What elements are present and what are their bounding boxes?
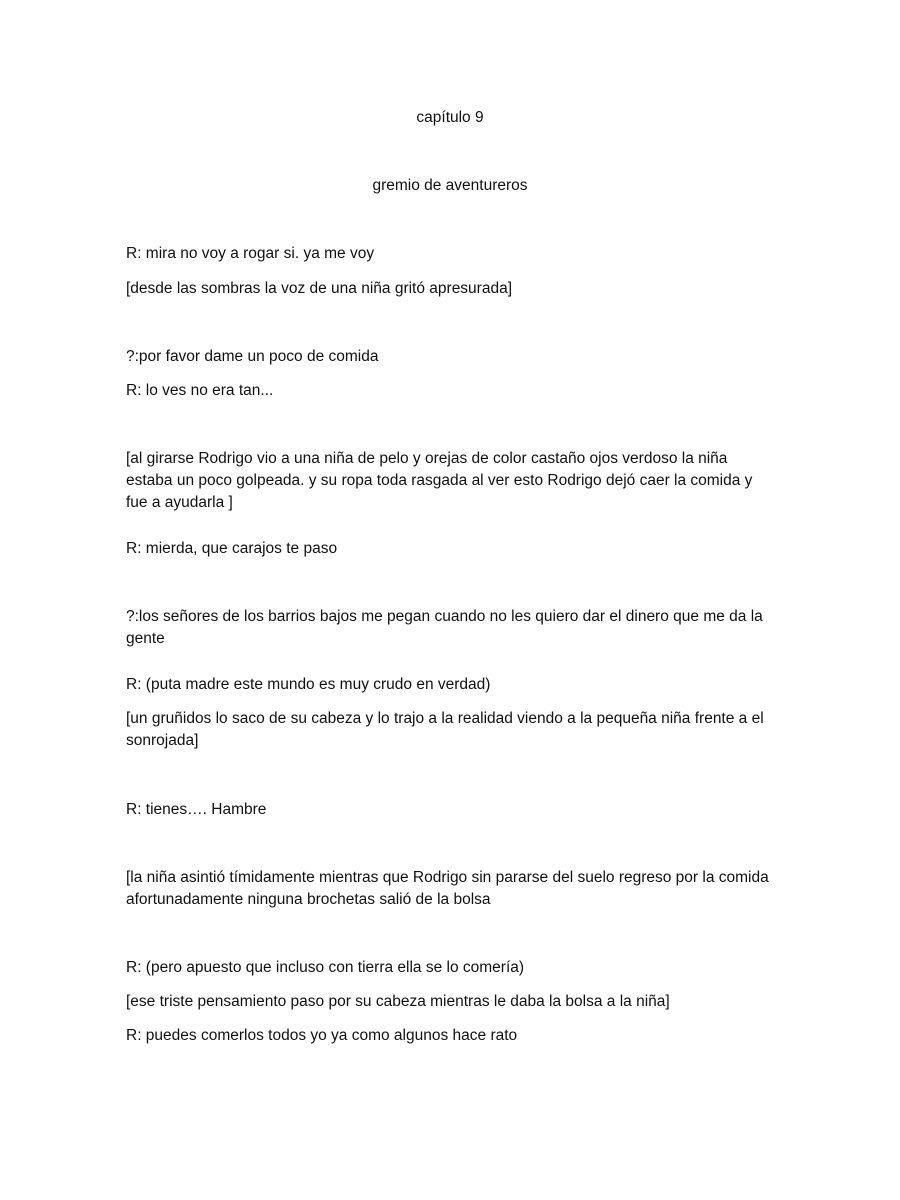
paragraph-7: ?:los señores de los barrios bajos me pegan cuando no les quiero dar el dinero que me da la gente	[126, 608, 763, 647]
paragraph-10: R: tienes…. Hambre	[126, 801, 267, 818]
paragraph-14: R: puedes comerlos todos yo ya como algunos hace rato	[126, 1027, 518, 1044]
chapter-subtitle: gremio de aventureros	[372, 177, 528, 194]
paragraph-11: [la niña asintió tímidamente mientras que Rodrigo sin pararse del suelo regreso por la comida afortunadamente ninguna brochetas salió de la bolsa	[126, 869, 769, 908]
paragraph-2: [desde las sombras la voz de una niña gritó apresurada]	[126, 280, 513, 297]
paragraph-6: R: mierda, que carajos te paso	[126, 540, 338, 557]
paragraph-8: R: (puta madre este mundo es muy crudo en verdad)	[126, 676, 491, 693]
paragraph-3: ?:por favor dame un poco de comida	[126, 348, 379, 365]
paragraph-1: R: mira no voy a rogar si. ya me voy	[126, 245, 375, 262]
paragraph-5: [al girarse Rodrigo vio a una niña de pelo y orejas de color castaño ojos verdoso la niña estaba un poco golpeada. y su ropa toda rasgada al ver esto Rodrigo dejó caer la comida y fue a ayudarla ]	[126, 450, 753, 511]
paragraph-12: R: (pero apuesto que incluso con tierra ella se lo comería)	[126, 959, 525, 976]
paragraph-9: [un gruñidos lo saco de su cabeza y lo trajo a la realidad viendo a la pequeña niña frente a el sonrojada]	[126, 710, 764, 749]
paragraph-13: [ese triste pensamiento paso por su cabeza mientras le daba la bolsa a la niña]	[126, 993, 670, 1010]
paragraph-4: R: lo ves no era tan...	[126, 382, 274, 399]
chapter-title: capítulo 9	[416, 109, 484, 126]
